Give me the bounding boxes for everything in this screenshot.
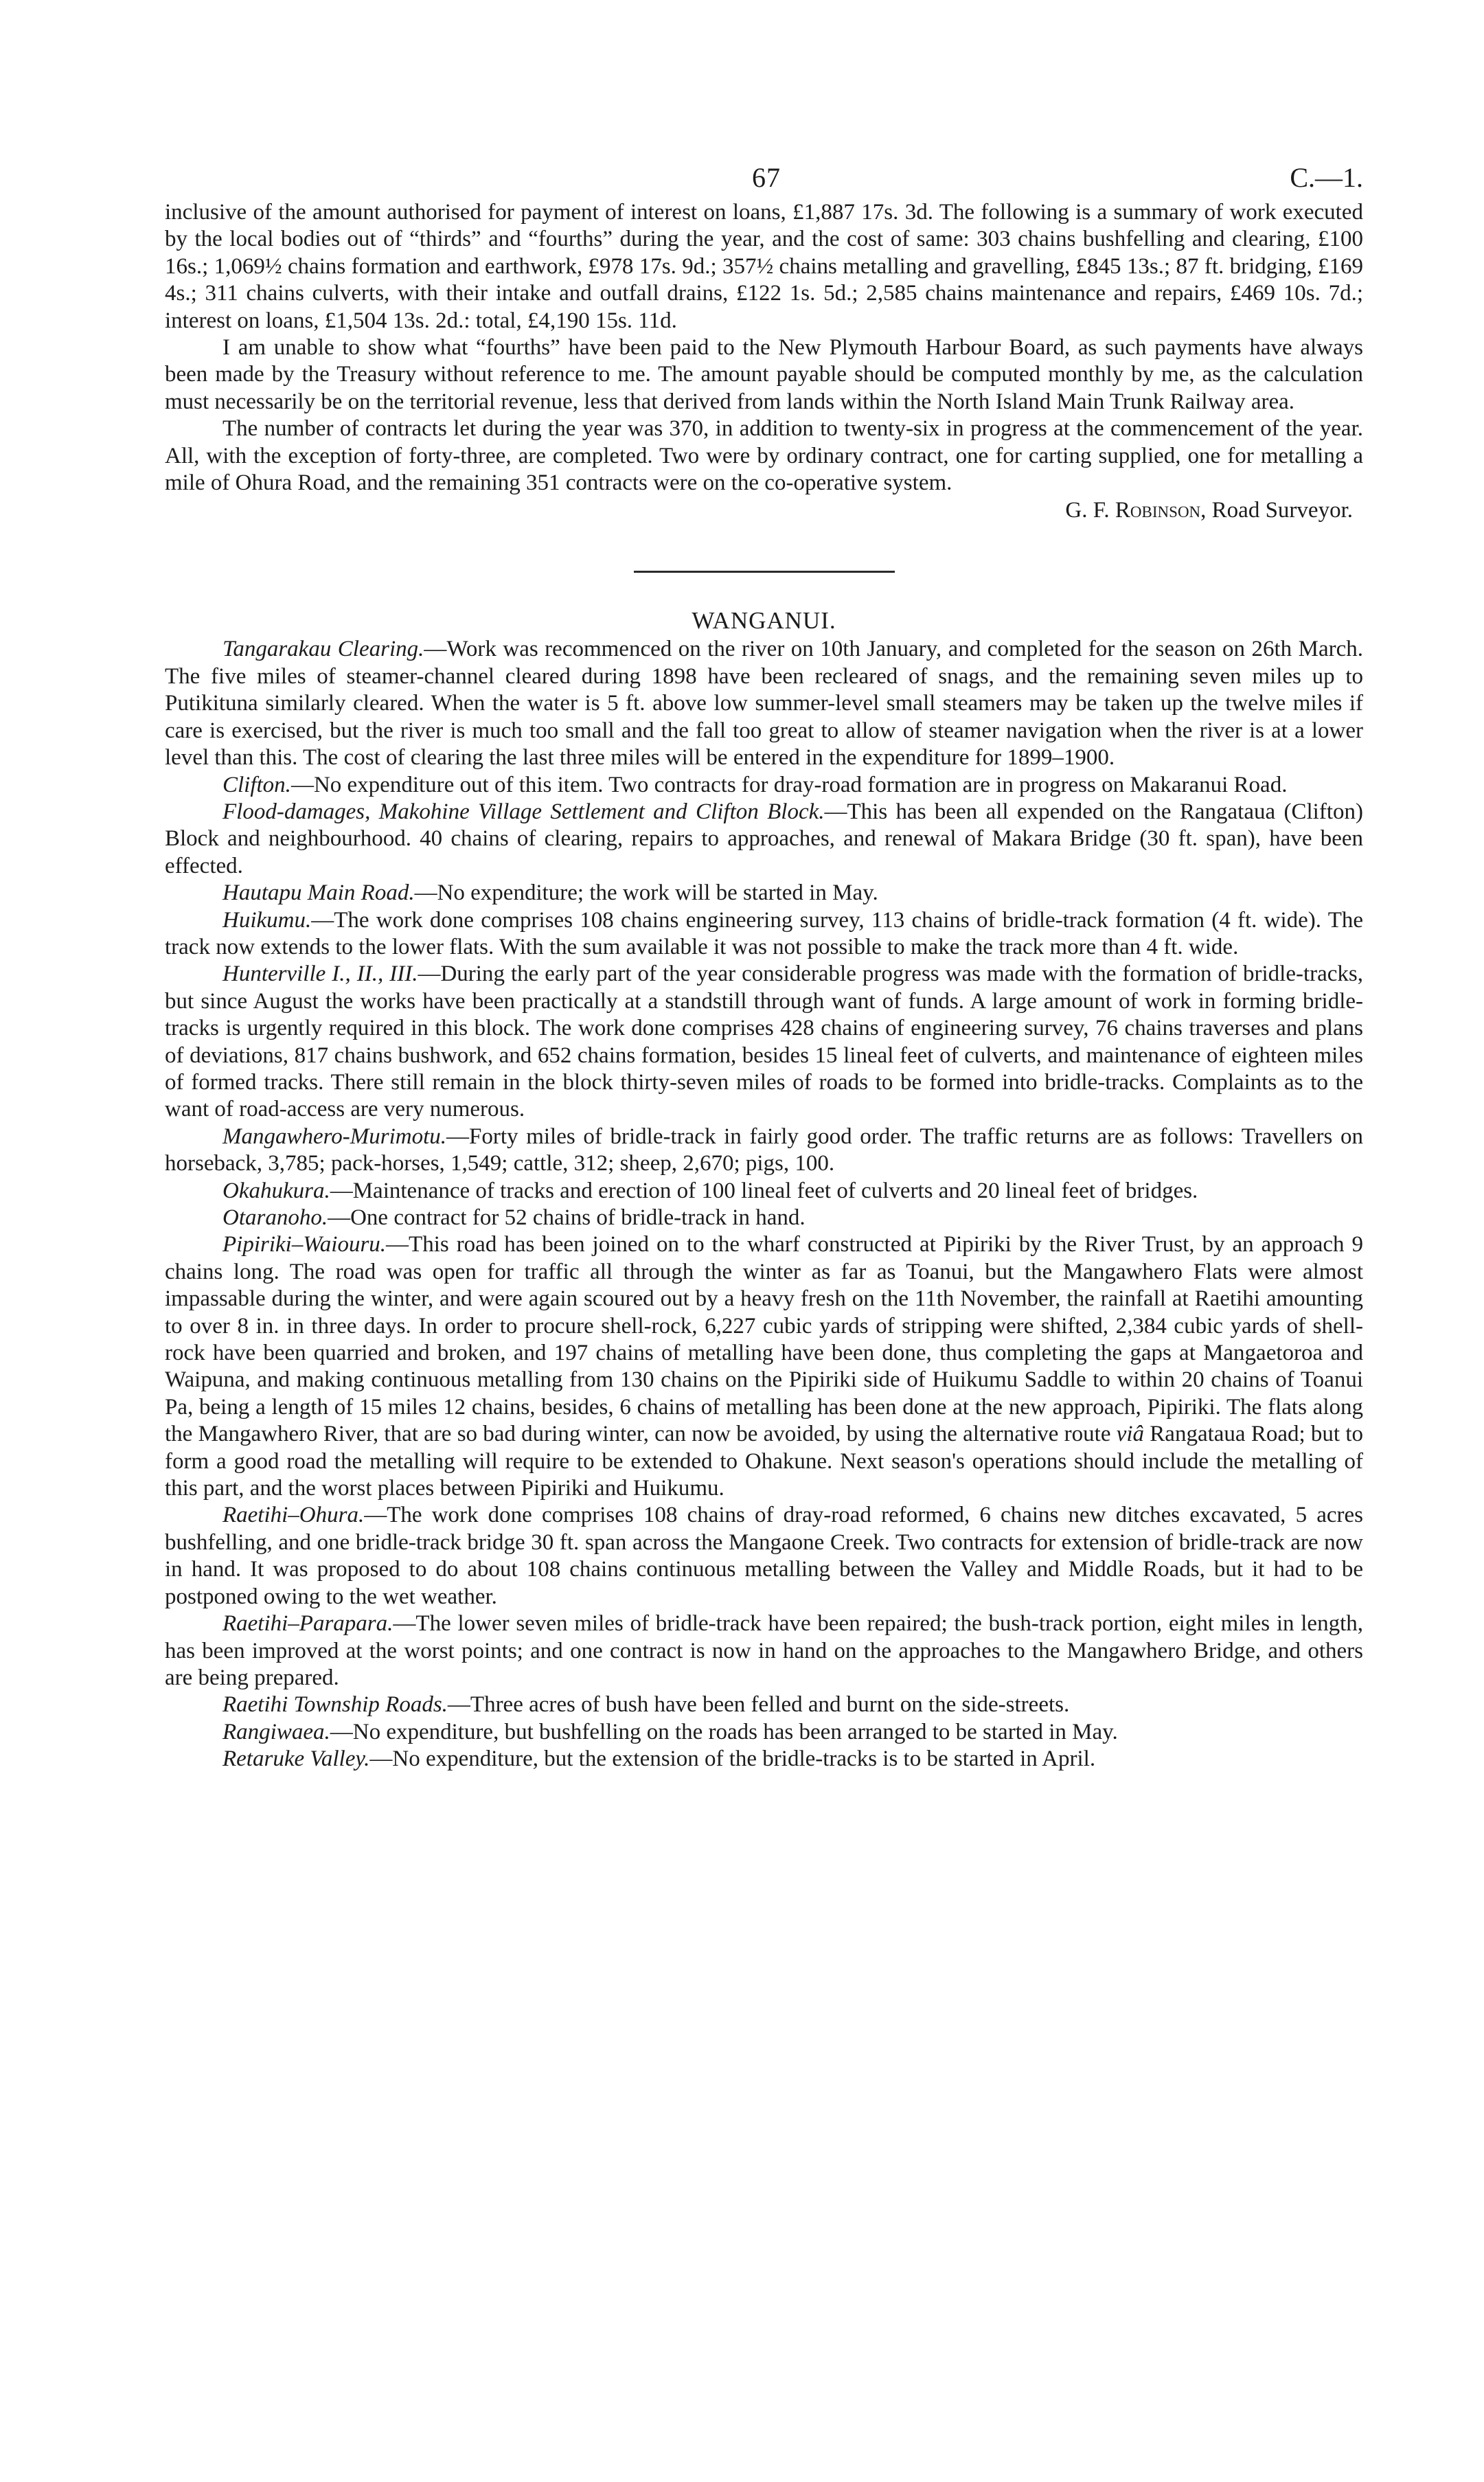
item-title: Mangawhero-Murimotu. bbox=[222, 1124, 447, 1149]
item-text: —The work done comprises 108 chains engineering survey, 113 chains of bridle-track formation (4 ft. wide). The track now extends to the lower flats. With the sum available it was not possible to make the track more than 4 ft. wide. bbox=[165, 907, 1363, 959]
item-text: —Maintenance of tracks and erection of 100 lineal feet of culverts and 20 lineal feet of bridges. bbox=[330, 1178, 1198, 1203]
paragraph: inclusive of the amount authorised for payment of interest on loans, £1,887 17s. 3d. The following is a summary of work executed by the local bodies out of “thirds” and “fourths” during the year, and the cost of same: 303 chains bushfelling and clearing, £100 16s.; 1,069½ chains formation and earthwork, £978 17s. 9d.; 357½ chains metalling and gravelling, £845 13s.; 87 ft. bridging, £169 4s.; 311 chains culverts, with their intake and outfall drains, £122 1s. 5d.; 2,585 chains maintenance and repairs, £469 10s. 7d.; interest on loans, £1,504 13s. 2d.: total, £4,190 15s. 11d. bbox=[165, 200, 1363, 333]
paragraph: I am unable to show what “fourths” have been paid to the New Plymouth Harbour Board, as such payments have always been made by the Treasury without reference to me. The amount payable should be computed monthly by me, as the calculation must necessarily be on the territorial revenue, less that derived from lands within the North Island Main Trunk Railway area. bbox=[165, 335, 1363, 414]
document-page bbox=[165, 0, 1363, 2482]
document-code: C.—1. bbox=[1290, 162, 1363, 193]
item-title: Raetihi–Ohura. bbox=[222, 1503, 365, 1528]
item-text: —No expenditure; the work will be started in May. bbox=[414, 880, 878, 906]
item-text: —No expenditure, but the extension of the bridle-tracks is to be started in April. bbox=[369, 1746, 1096, 1772]
item-text: —This has been all expended on the Rangataua (Clifton) Block and neighbourhood. 40 chains of clearing, repairs to approaches, and renewal of Makara Bridge (30 ft. span), have been effected. bbox=[165, 799, 1363, 878]
paragraph: The number of contracts let during the year was 370, in addition to twenty-six in progress at the commencement of the year. All, with the exception of forty-three, are completed. Two were by ordinary contract, one for carting supplied, one for metalling a mile of Ohura Road, and the remaining 351 contracts were on the co-operative system. bbox=[165, 416, 1363, 496]
page-number: 67 bbox=[752, 162, 781, 193]
item-title: Retaruke Valley. bbox=[222, 1746, 370, 1772]
section-divider bbox=[634, 571, 895, 573]
via-word: viâ bbox=[1116, 1422, 1145, 1447]
paragraph bbox=[165, 1610, 1363, 1692]
item-text: —Forty miles of bridle-track in fairly good order. The traffic returns are as follows: Travellers on horseback, 3,785; pack-horses, 1,549; cattle, 312; sheep, 2,670; pigs, 100. bbox=[165, 1124, 1363, 1176]
item-title: Clifton. bbox=[222, 772, 291, 797]
section-heading: WANGANUI. bbox=[692, 607, 836, 635]
item-text: —Three acres of bush have been felled and burnt on the side-streets. bbox=[447, 1692, 1070, 1718]
signature bbox=[165, 497, 1363, 524]
paragraph bbox=[165, 1746, 1363, 1773]
item-title: Hunterville I., II., III. bbox=[222, 961, 418, 987]
paragraph bbox=[165, 1124, 1363, 1178]
item-title: Rangiwaea. bbox=[222, 1719, 330, 1744]
item-title: Huikumu. bbox=[222, 907, 312, 933]
paragraph bbox=[165, 961, 1363, 1123]
paragraph bbox=[165, 907, 1363, 961]
item-text: —No expenditure, but bushfelling on the roads has been arranged to be started in May. bbox=[330, 1719, 1118, 1744]
item-title: Raetihi–Parapara. bbox=[222, 1611, 393, 1637]
item-text: Rangataua Road; but to form a good road the metalling will require to be extended to Ohakune. Next season's operations should include the metalling of this part, and the worst places between Pipiriki and Huikumu. bbox=[165, 1422, 1363, 1501]
intro-text bbox=[165, 199, 1363, 497]
item-text: —This road has been joined on to the wharf constructed at Pipiriki by the River Trust, by an approach 9 chains long. The road was open for traffic all through the winter as far as Toanui, but the Mangawhero Flats were almost impassable during the winter, and were again scoured out by a heavy fresh on the 11th November, the rainfall at Raetihi amounting to over 8 in. in three days. In order to procure shell-rock, 6,227 cubic yards of stripping were shifted, 2,384 cubic yards of shell-rock have been quarried and broken, and 197 chains of metalling have been done, thus completing the gaps at Mangaetoroa and Waipuna, and making continuous metalling from 130 chains on the Pipiriki side of Huikumu Saddle to within 20 chains of Toanui Pa, being a length of 15 miles 12 chains, besides, 6 chains of metalling has been done at the new approach, Pipiriki. The flats along the Mangawhero River, that are so bad during winter, can now be avoided, by using the alternative route bbox=[165, 1232, 1363, 1447]
paragraph bbox=[165, 636, 1363, 771]
section-body bbox=[165, 636, 1363, 1773]
item-text: —One contract for 52 chains of bridle-track in hand. bbox=[328, 1205, 806, 1230]
item-title: Okahukura. bbox=[222, 1178, 330, 1203]
signatory-title: Road Surveyor. bbox=[1211, 498, 1353, 523]
paragraph bbox=[165, 1719, 1363, 1746]
item-text: —During the early part of the year considerable progress was made with the formation of bridle-tracks, but since August the works have been practically at a standstill through want of funds. A large amount of work in forming bridle-tracks is urgently required in this block. The work done comprises 428 chains of engineering survey, 76 chains traverses and plans of deviations, 817 chains bushwork, and 652 chains formation, besides 15 lineal feet of culverts, and maintenance of eighteen miles of formed tracks. There still remain in the block thirty-seven miles of roads to be formed into bridle-tracks. Complaints as to the want of road-access are very numerous. bbox=[165, 961, 1363, 1122]
paragraph bbox=[165, 799, 1363, 880]
item-title: Tangarakau Clearing. bbox=[222, 637, 424, 662]
signatory-name: G. F. Robinson, bbox=[1065, 498, 1207, 523]
item-text: —Work was recommenced on the river on 10th January, and completed for the season on 26th March. The five miles of steamer-channel cleared during 1898 have been recleared of snags, and the remaining seven miles up to Putikituna similarly cleared. When the water is 5 ft. above low summer-level small steamers may be taken up the twelve miles if care is exercised, but the river is much too small and the fall too great to allow of steamer navigation when the river is at a lower level than this. The cost of clearing the last three miles will be entered in the expenditure for 1899–1900. bbox=[165, 637, 1363, 771]
page-header bbox=[165, 0, 1363, 199]
item-text: —The lower seven miles of bridle-track have been repaired; the bush-track portion, eight miles in length, has been improved at the worst points; and one contract is now in hand on the approaches to the Mangawhero Bridge, and others are being prepared. bbox=[165, 1611, 1363, 1690]
paragraph bbox=[165, 772, 1363, 799]
item-title: Raetihi Township Roads. bbox=[222, 1692, 448, 1718]
item-title: Flood-damages, Makohine Village Settlement and Clifton Block. bbox=[222, 799, 825, 824]
item-title: Otaranoho. bbox=[222, 1205, 328, 1230]
paragraph bbox=[165, 880, 1363, 907]
paragraph bbox=[165, 1205, 1363, 1231]
paragraph bbox=[165, 1231, 1363, 1502]
item-title: Hautapu Main Road. bbox=[222, 880, 415, 906]
paragraph bbox=[165, 1178, 1363, 1205]
paragraph bbox=[165, 1692, 1363, 1718]
paragraph bbox=[165, 1502, 1363, 1610]
item-text: —No expenditure out of this item. Two contracts for dray-road formation are in progress on Makaranui Road. bbox=[290, 772, 1288, 797]
item-text: —The work done comprises 108 chains of dray-road reformed, 6 chains new ditches excavated, 5 acres bushfelling, and one bridle-track bridge 30 ft. span across the Mangaone Creek. Two contracts for extension of bridle-track are now in hand. It was proposed to do about 108 chains continuous metalling between the Valley and Middle Roads, but it had to be postponed owing to the wet weather. bbox=[165, 1503, 1363, 1609]
item-title: Pipiriki–Waiouru. bbox=[222, 1232, 387, 1257]
